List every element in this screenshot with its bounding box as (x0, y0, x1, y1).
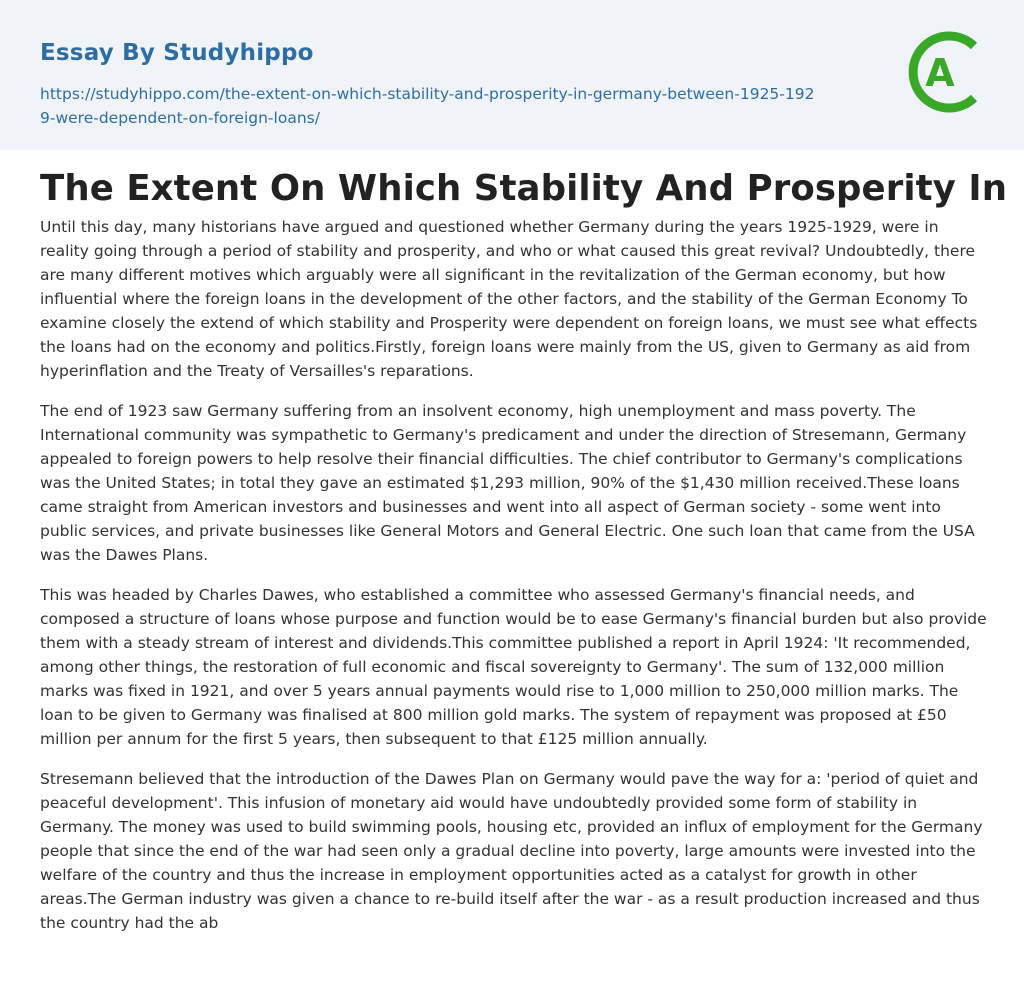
essay-body (40, 215, 988, 951)
site-header (0, 0, 1024, 150)
logo-letter: A (925, 51, 955, 95)
essay-title: The Extent On Which Stability And Prosperity In (40, 168, 1008, 209)
site-brand[interactable]: Essay By Studyhippo (40, 40, 314, 66)
studyhippo-logo-icon[interactable] (896, 24, 992, 120)
source-url-link[interactable]: https://studyhippo.com/the-extent-on-which-stability-and-prosperity-in-germany-between-1925-1929-were-dependent-on-foreign-loans/ (40, 85, 815, 127)
essay-paragraph-3: This was headed by Charles Dawes, who established a committee who assessed Germany's financial needs, and composed a structure of loans whose purpose and function would be to ease Germany's financial burden but also provide them with a steady stream of interest and dividends.This committee published a report in April 1924: 'It recommended, among other things, the restoration of full economic and fiscal sovereignty to Germany'. The sum of 132,000 million marks was fixed in 1921, and over 5 years annual payments would rise to 1,000 million to 250,000 million marks. The loan to be given to Germany was finalised at 800 million gold marks. The system of repayment was proposed at £50 million per annum for the first 5 years, then subsequent to that £125 million annually. (40, 586, 987, 748)
essay-paragraph-1: Until this day, many historians have argued and questioned whether Germany during the years 1925-1929, were in reality going through a period of stability and prosperity, and who or what caused this great revival? Undoubtedly, there are many different motives which arguably were all significant in the revitalization of the German economy, but how influential where the foreign loans in the development of the other factors, and the stability of the German Economy To examine closely the extend of which stability and Prosperity were dependent on foreign loans, we must see what effects the loans had on the economy and politics.Firstly, foreign loans were mainly from the US, given to Germany as aid from hyperinflation and the Treaty of Versailles's reparations. (40, 218, 978, 380)
essay-paragraph-2: The end of 1923 saw Germany suffering from an insolvent economy, high unemployment and mass poverty. The International community was sympathetic to Germany's predicament and under the direction of Stresemann, Germany appealed to foreign powers to help resolve their financial difficulties. The chief contributor to Germany's complications was the United States; in total they gave an estimated $1,293 million, 90% of the $1,430 million received.These loans came straight from American investors and businesses and went into all aspect of German society - some went into public services, and private businesses like General Motors and General Electric. One such loan that came from the USA was the Dawes Plans. (40, 402, 975, 564)
essay-paragraph-4: Stresemann believed that the introduction of the Dawes Plan on Germany would pave the way for a: 'period of quiet and peaceful development'. This infusion of monetary aid would have undoubtedly provided some form of stability in Germany. The money was used to build swimming pools, housing etc, provided an influx of employment for the Germany people that since the end of the war had seen only a gradual decline into poverty, large amounts were invested into the welfare of the country and thus the increase in employment opportunities acted as a catalyst for growth in other areas.The German industry was given a chance to re-build itself after the war - as a result production increased and thus the country had the ab (40, 770, 983, 932)
